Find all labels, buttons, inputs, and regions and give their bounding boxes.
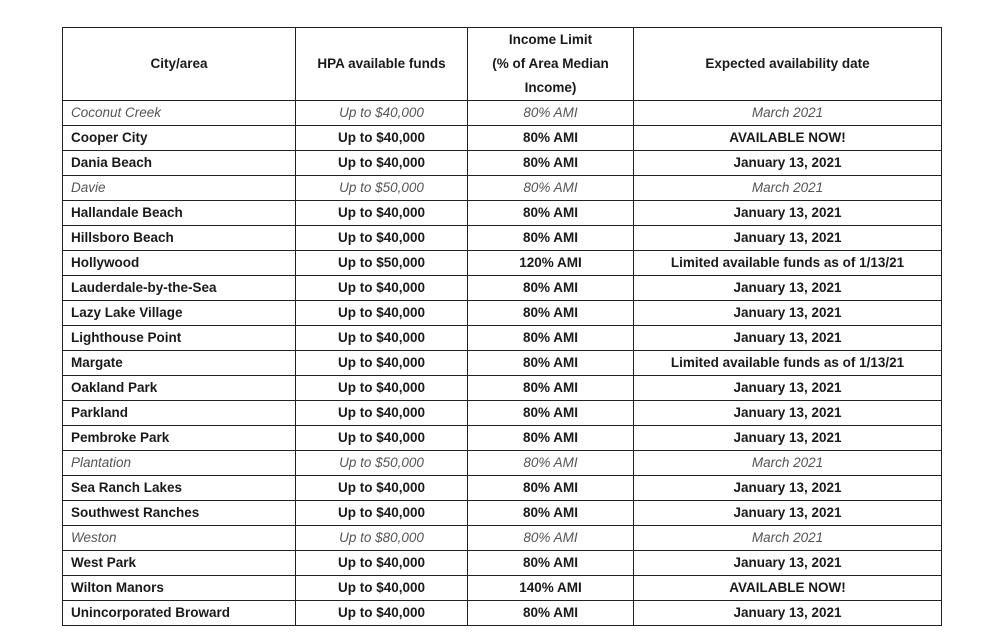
cell-date: January 13, 2021 [634,301,942,326]
table-row [63,126,942,151]
cell-funds: Up to $50,000 [296,176,468,201]
cell-date: January 13, 2021 [634,401,942,426]
cell-date: Limited available funds as of 1/13/21 [634,251,942,276]
cell-city: Weston [63,526,296,551]
cell-date: January 13, 2021 [634,326,942,351]
cell-city: Oakland Park [63,376,296,401]
cell-city: Wilton Manors [63,576,296,601]
cell-funds: Up to $40,000 [296,551,468,576]
cell-funds: Up to $40,000 [296,101,468,126]
cell-income: 80% AMI [468,351,634,376]
cell-city: Hollywood [63,251,296,276]
cell-date: AVAILABLE NOW! [634,576,942,601]
cell-date: January 13, 2021 [634,601,942,626]
cell-funds: Up to $40,000 [296,301,468,326]
cell-date: January 13, 2021 [634,551,942,576]
cell-income: 120% AMI [468,251,634,276]
cell-funds: Up to $40,000 [296,276,468,301]
header-income [468,28,634,101]
table-row [63,251,942,276]
cell-funds: Up to $40,000 [296,426,468,451]
cell-city: Davie [63,176,296,201]
table-row [63,276,942,301]
cell-city: Pembroke Park [63,426,296,451]
cell-funds: Up to $40,000 [296,476,468,501]
header-income-line-3: Income) [524,80,577,95]
cell-city: Lauderdale-by-the-Sea [63,276,296,301]
cell-date: March 2021 [634,101,942,126]
cell-date: March 2021 [634,526,942,551]
header-income-line-1: Income Limit [508,32,593,47]
table-row [63,551,942,576]
cell-date: January 13, 2021 [634,376,942,401]
cell-city: Sea Ranch Lakes [63,476,296,501]
cell-city: Cooper City [63,126,296,151]
table-row [63,526,942,551]
cell-income: 80% AMI [468,551,634,576]
cell-income: 140% AMI [468,576,634,601]
cell-date: January 13, 2021 [634,276,942,301]
cell-funds: Up to $80,000 [296,526,468,551]
hpa-funds-table [62,27,942,626]
table-row [63,176,942,201]
table-row [63,301,942,326]
cell-income: 80% AMI [468,201,634,226]
cell-city: Plantation [63,451,296,476]
cell-date: Limited available funds as of 1/13/21 [634,351,942,376]
cell-funds: Up to $40,000 [296,376,468,401]
cell-date: January 13, 2021 [634,426,942,451]
cell-income: 80% AMI [468,451,634,476]
table-row [63,226,942,251]
table-row [63,576,942,601]
cell-date: January 13, 2021 [634,151,942,176]
cell-city: Coconut Creek [63,101,296,126]
cell-income: 80% AMI [468,426,634,451]
cell-date: AVAILABLE NOW! [634,126,942,151]
table-body [63,101,942,626]
cell-funds: Up to $40,000 [296,576,468,601]
cell-income: 80% AMI [468,526,634,551]
cell-income: 80% AMI [468,601,634,626]
cell-city: Lighthouse Point [63,326,296,351]
cell-funds: Up to $40,000 [296,351,468,376]
header-income-line-2: (% of Area Median [492,56,609,71]
table-row [63,351,942,376]
cell-income: 80% AMI [468,126,634,151]
cell-funds: Up to $40,000 [296,151,468,176]
table-row [63,401,942,426]
table-row [63,501,942,526]
cell-city: Parkland [63,401,296,426]
cell-date: January 13, 2021 [634,476,942,501]
cell-income: 80% AMI [468,401,634,426]
cell-income: 80% AMI [468,376,634,401]
cell-city: Margate [63,351,296,376]
cell-date: January 13, 2021 [634,226,942,251]
cell-income: 80% AMI [468,226,634,251]
cell-funds: Up to $40,000 [296,226,468,251]
cell-date: January 13, 2021 [634,501,942,526]
header-city: City/area [63,28,296,101]
table-row [63,601,942,626]
cell-income: 80% AMI [468,176,634,201]
cell-city: Unincorporated Broward [63,601,296,626]
header-funds: HPA available funds [296,28,468,101]
cell-city: West Park [63,551,296,576]
cell-funds: Up to $40,000 [296,501,468,526]
cell-funds: Up to $40,000 [296,401,468,426]
cell-date: January 13, 2021 [634,201,942,226]
table-row [63,201,942,226]
table-row [63,451,942,476]
header-date: Expected availability date [634,28,942,101]
cell-income: 80% AMI [468,151,634,176]
table-row [63,376,942,401]
table-row [63,326,942,351]
cell-funds: Up to $40,000 [296,601,468,626]
cell-income: 80% AMI [468,476,634,501]
cell-city: Dania Beach [63,151,296,176]
table-row [63,426,942,451]
cell-funds: Up to $40,000 [296,201,468,226]
header-row [63,28,942,101]
cell-date: March 2021 [634,451,942,476]
cell-income: 80% AMI [468,276,634,301]
cell-city: Hillsboro Beach [63,226,296,251]
table-row [63,101,942,126]
cell-funds: Up to $50,000 [296,451,468,476]
cell-city: Lazy Lake Village [63,301,296,326]
cell-income: 80% AMI [468,301,634,326]
cell-income: 80% AMI [468,101,634,126]
cell-income: 80% AMI [468,326,634,351]
table-row [63,151,942,176]
cell-funds: Up to $40,000 [296,126,468,151]
cell-income: 80% AMI [468,501,634,526]
cell-funds: Up to $40,000 [296,326,468,351]
cell-funds: Up to $50,000 [296,251,468,276]
cell-date: March 2021 [634,176,942,201]
cell-city: Southwest Ranches [63,501,296,526]
table-row [63,476,942,501]
cell-city: Hallandale Beach [63,201,296,226]
